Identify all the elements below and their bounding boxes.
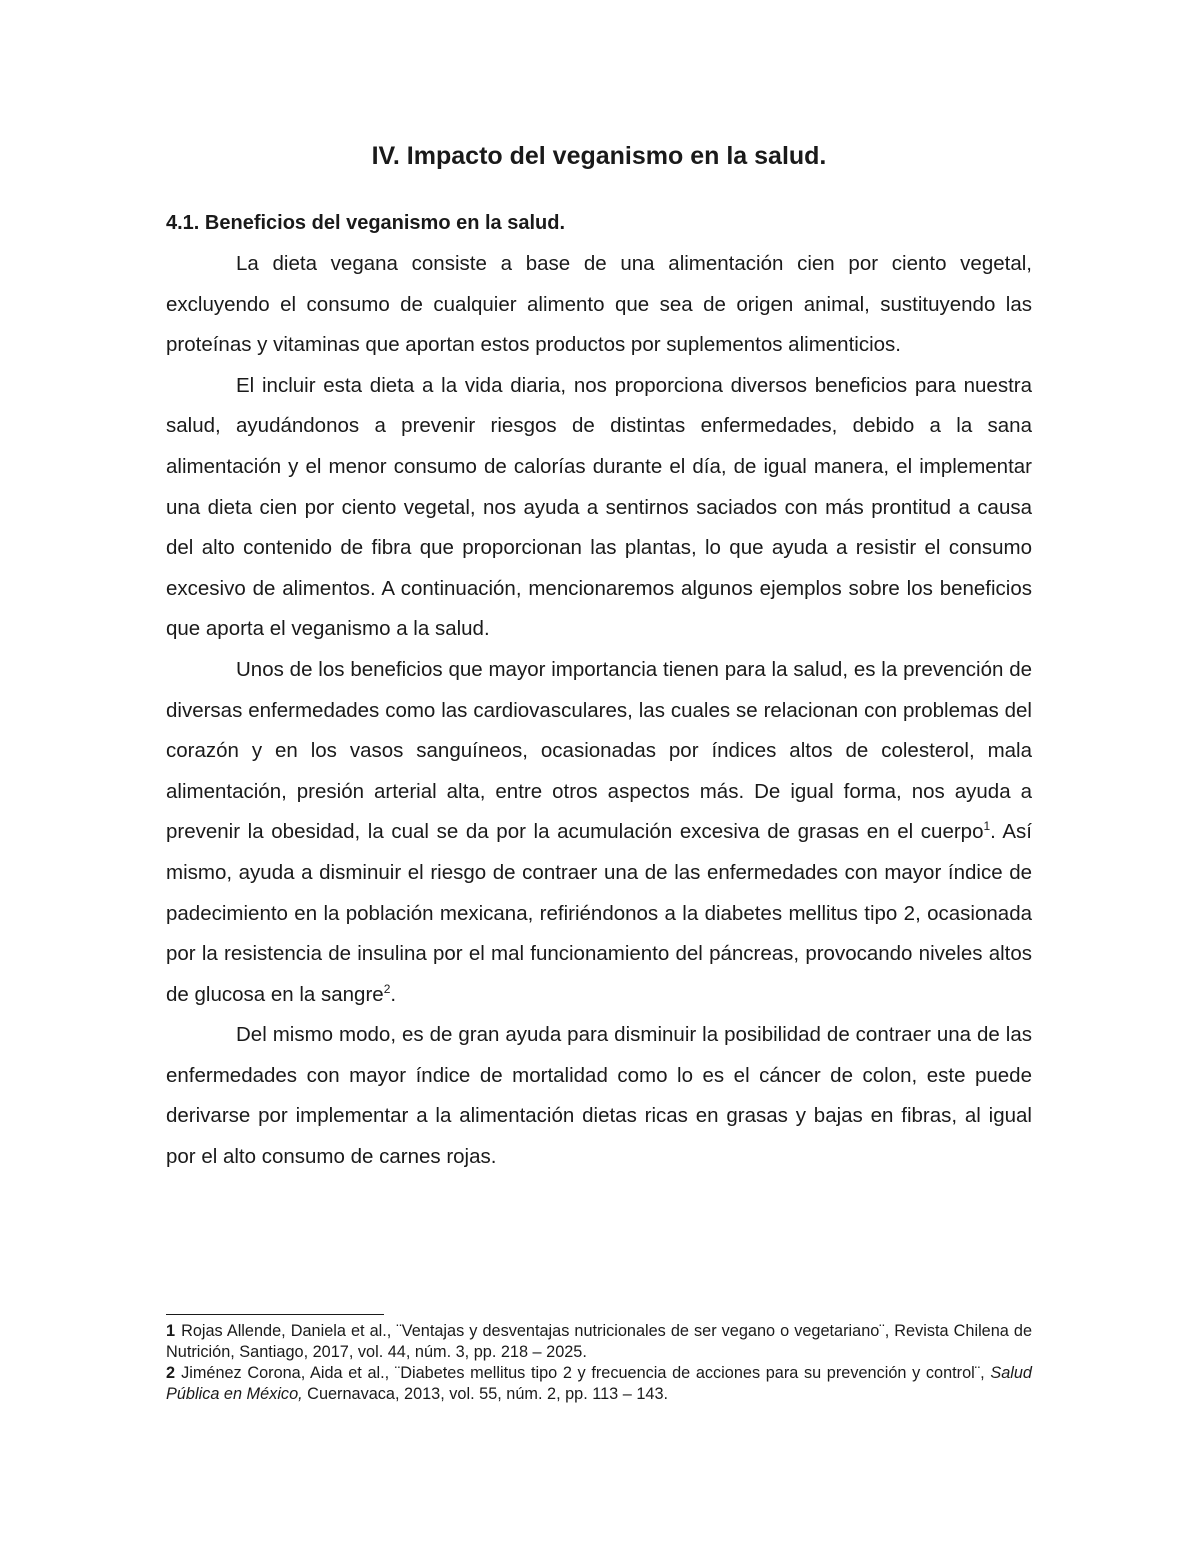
- paragraph-2: El incluir esta dieta a la vida diaria, nos proporciona diversos beneficios para nuestra salud, ayudándonos a prevenir riesgos de distintas enfermedades, debido a la sana alimentación y el menor consumo de calorías durante el día, de igual manera, el implementar una dieta cien por ciento vegetal, nos ayuda a sentirnos saciados con más prontitud a causa del alto contenido de fibra que proporcionan las plantas, lo que ayuda a resistir el consumo excesivo de alimentos. A continuación, mencionaremos algunos ejemplos sobre los beneficios que aporta el veganismo a la salud.: [166, 373, 1032, 641]
- paragraph-3-part-1: Unos de los beneficios que mayor importancia tienen para la salud, es la prevención de diversas enfermedades como las cardiovasculares, las cuales se relacionan con problemas del corazón y en los vasos sanguíneos, ocasionadas por índices altos de colesterol, mala alimentación, presión arterial alta, entre otros aspectos más. De igual forma, nos ayuda a prevenir la obesidad, la cual se da por la acumulación excesiva de grasas en el cuerpo: [166, 657, 1032, 844]
- footnote-ref-2: 2: [383, 981, 391, 996]
- footnote-2-number: 2: [166, 1364, 176, 1382]
- footnote-2-text-before: Jiménez Corona, Aida et al., ¨Diabetes mellitus tipo 2 y frecuencia de acciones para su prevención y control¨,: [181, 1364, 991, 1382]
- paragraph-3-part-3: .: [390, 982, 397, 1006]
- footnote-2-journal: Salud Pública en México,: [166, 1364, 1032, 1403]
- footnote-1-number: 1: [166, 1322, 176, 1340]
- paragraph-1: La dieta vegana consiste a base de una alimentación cien por ciento vegetal, excluyendo el consumo de cualquier alimento que sea de origen animal, sustituyendo las proteínas y vitaminas que aportan estos productos por suplementos alimenticios.: [166, 252, 1032, 357]
- footnote-ref-1: 1: [983, 819, 991, 834]
- paragraph-4: Del mismo modo, es de gran ayuda para disminuir la posibilidad de contraer una de las enfermedades con mayor índice de mortalidad como lo es el cáncer de colon, este puede derivarse por implementar a la alimentación dietas ricas en grasas y bajas en fibras, al igual por el alto consumo de carnes rojas.: [166, 1023, 1032, 1169]
- footnote-2: [166, 1363, 1032, 1405]
- footnotes: [166, 1321, 1032, 1405]
- footnote-separator: [166, 1314, 384, 1315]
- paragraph-3: [166, 650, 1032, 1015]
- section-heading: 4.1. Beneficios del veganismo en la salud.: [166, 212, 566, 234]
- footnote-1: [166, 1321, 1032, 1363]
- footnote-2-text-after: Cuernavaca, 2013, vol. 55, núm. 2, pp. 113 – 143.: [302, 1385, 669, 1403]
- footnote-1-text: Rojas Allende, Daniela et al., ¨Ventajas y desventajas nutricionales de ser vegano o vegetariano¨, Revista Chilena de Nutrición, Santiago, 2017, vol. 44, núm. 3, pp. 218 – 2025.: [166, 1322, 1032, 1361]
- chapter-title: IV. Impacto del veganismo en la salud.: [371, 142, 827, 170]
- paragraph-3-part-2: . Así mismo, ayuda a disminuir el riesgo de contraer una de las enfermedades con mayor índice de padecimiento en la población mexicana, refiriéndonos a la diabetes mellitus tipo 2, ocasionada por la resistencia de insulina por el mal funcionamiento del páncreas, provocando niveles altos de glucosa en la sangre: [166, 820, 1032, 1006]
- body-text: [166, 244, 1032, 1178]
